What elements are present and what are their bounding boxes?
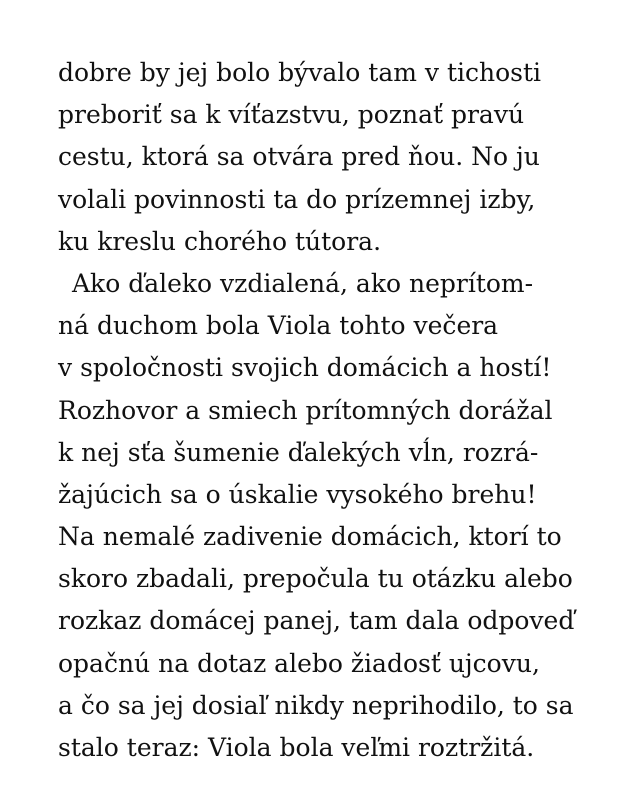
text-line: v spoločnosti svojich domácich a hostí! [58,353,552,383]
text-line: a čo sa jej dosiaľ nikdy neprihodilo, to sa [58,690,574,720]
text-line: preboriť sa k víťazstvu, poznať pravú [58,100,525,130]
page-text [58,52,618,769]
text-line: cestu, ktorá sa otvára pred ňou. No ju [58,142,540,172]
text-line: Na nemalé zadivenie domácich, ktorí to [58,522,562,552]
text-line: opačnú na dotaz alebo žiadosť ujcovu, [58,648,540,678]
text-line: volali povinnosti ta do prízemnej izby, [58,184,536,214]
paragraph-start-line: Ako ďaleko vzdialená, ako neprítom- [72,268,534,298]
text-line: stalo teraz: Viola bola veľmi roztržitá. [58,733,535,762]
text-line: Rozhovor a smiech prítomných dorážal [58,395,553,425]
text-line: dobre by jej bolo bývalo tam v tichosti [58,58,542,87]
text-line: ná duchom bola Viola tohto večera [58,311,499,341]
text-line: ku kreslu chorého tútora. [58,226,382,256]
text-line: skoro zbadali, prepočula tu otázku alebo [58,564,573,594]
text-line: rozkaz domácej panej, tam dala odpoveď [58,606,575,636]
text-line: žajúcich sa o úskalie vysokého brehu! [58,479,537,509]
text-line: k nej sťa šumenie ďalekých vĺn, rozrá- [58,437,539,467]
